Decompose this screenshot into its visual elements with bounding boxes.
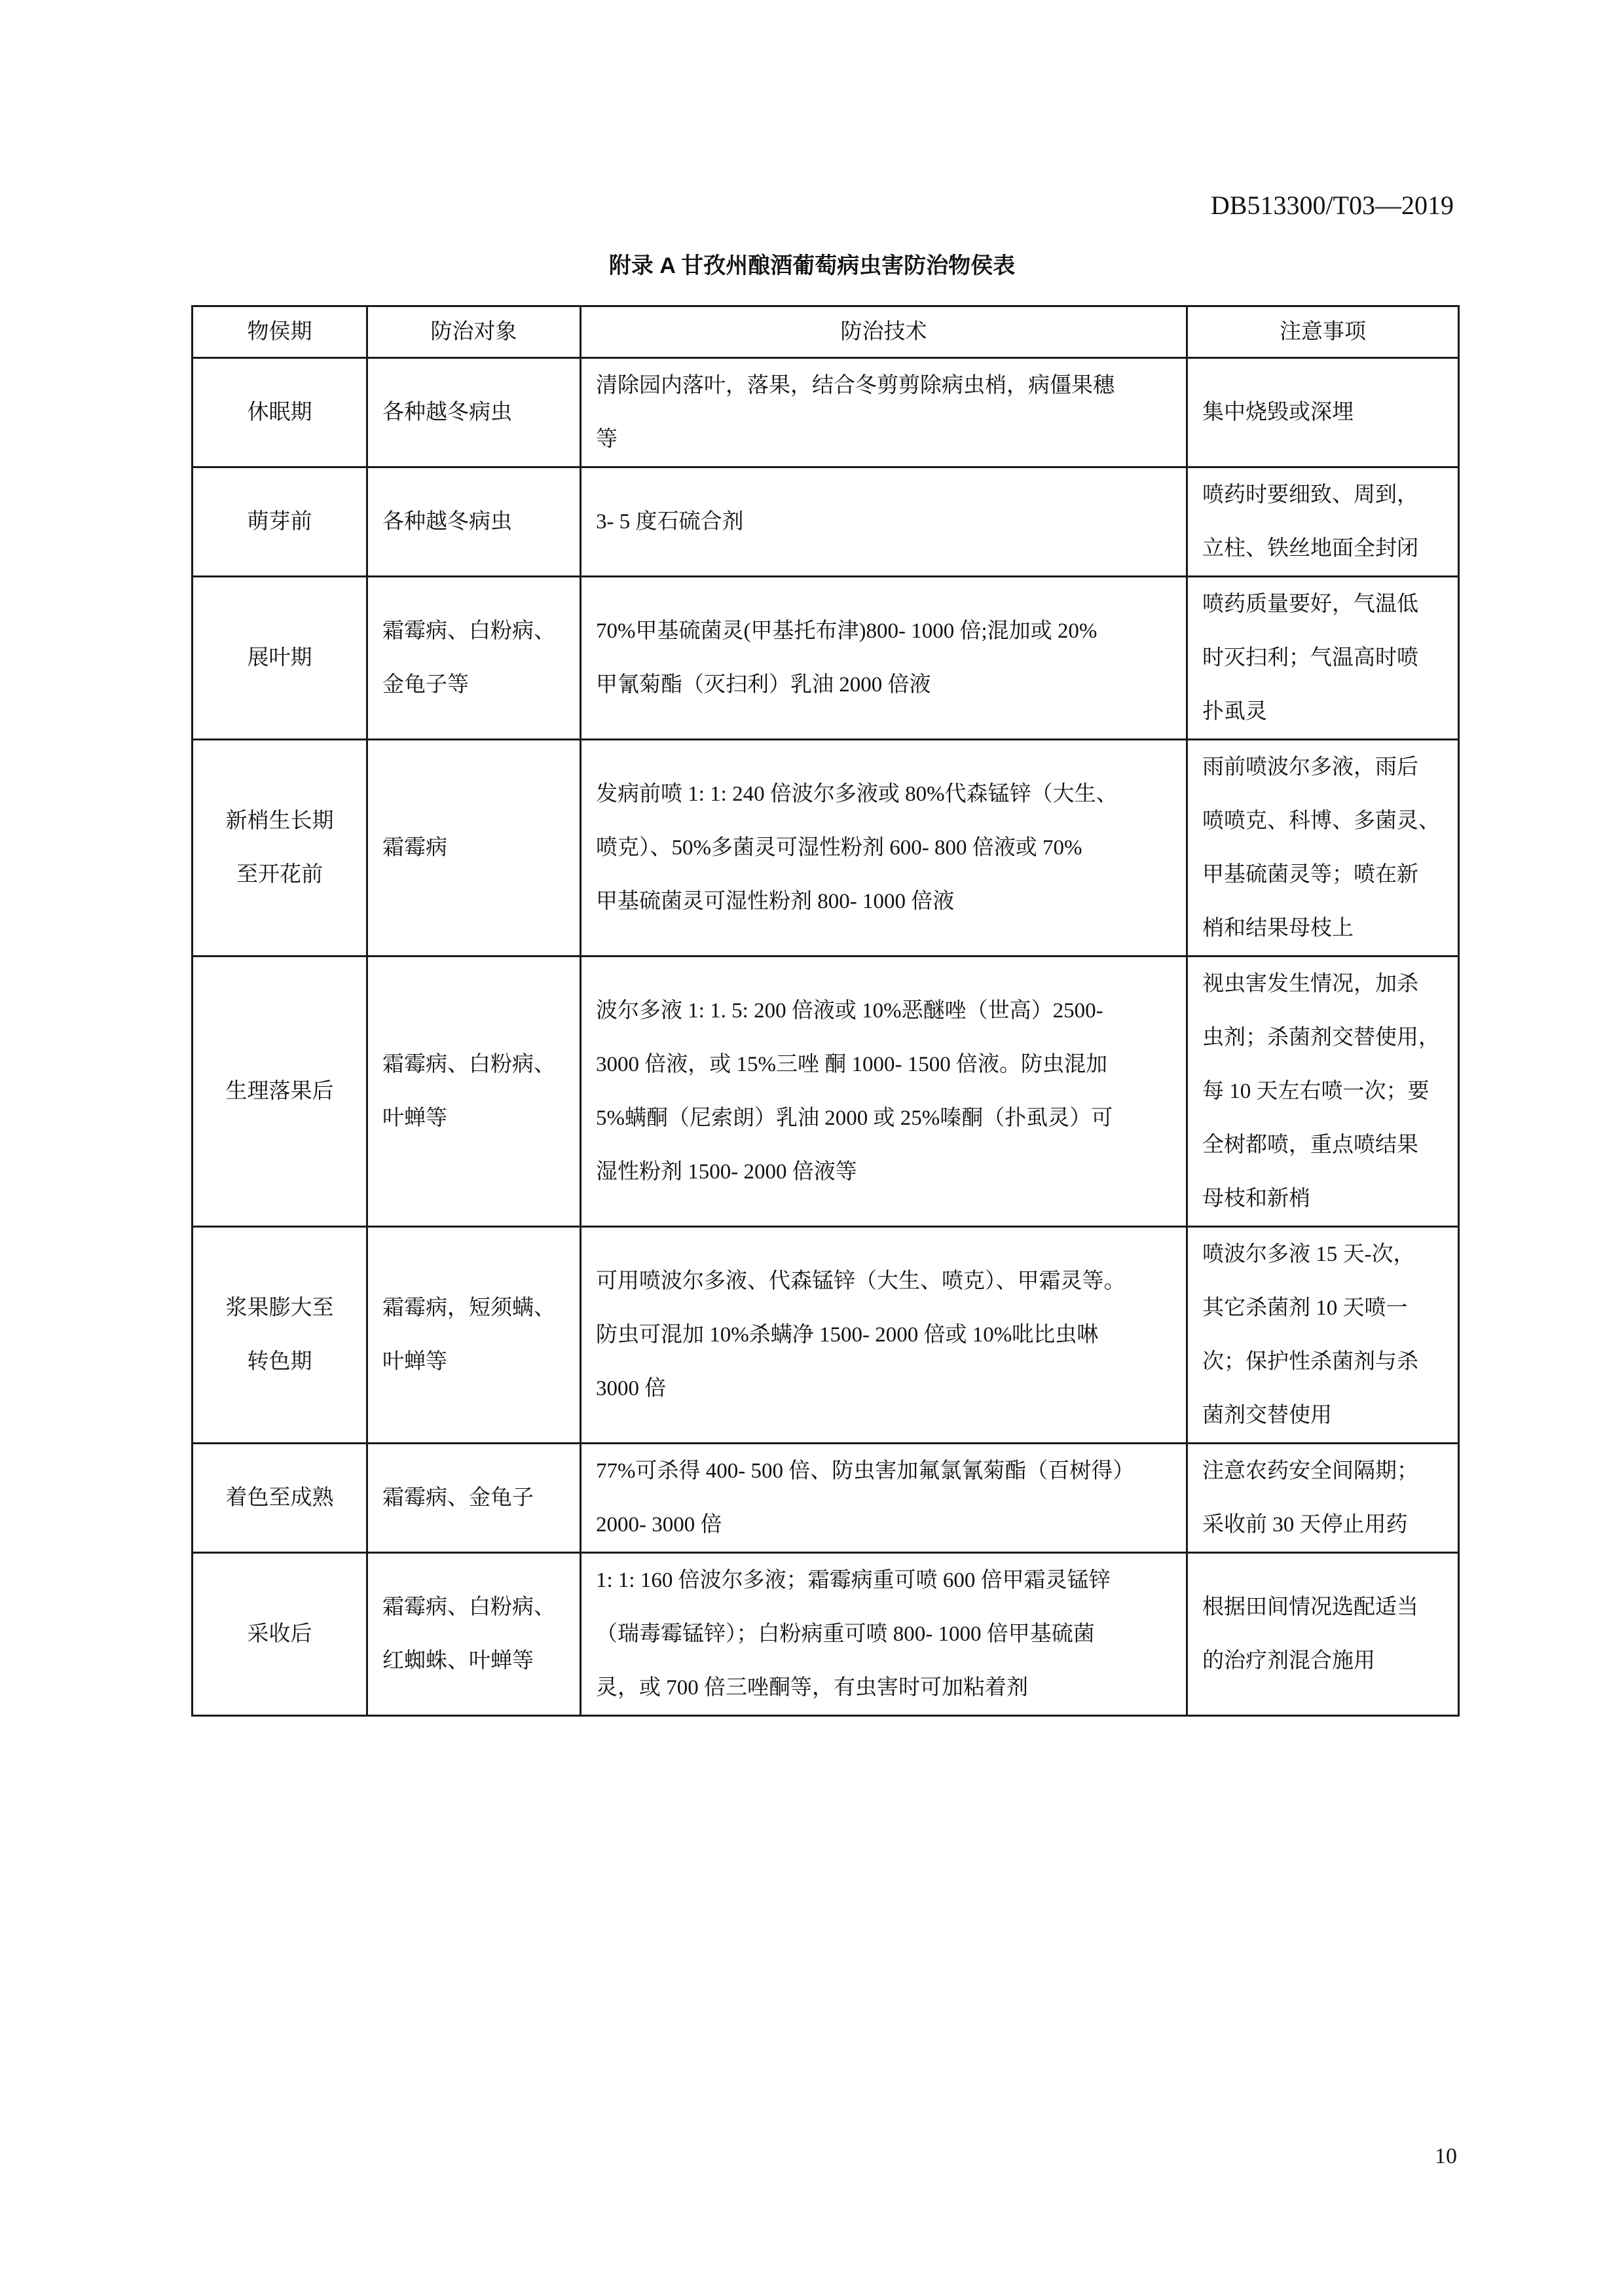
control-technique-cell (581, 957, 1187, 1227)
control-target-cell (367, 1227, 581, 1444)
cell-text-line: 喷药时要细致、周到， (1202, 483, 1418, 507)
phenology-period-cell (193, 577, 367, 740)
cell-text-line: 叶蝉等 (382, 1106, 447, 1130)
cell-text-line: 梢和结果母枝上 (1202, 917, 1354, 940)
phenology-period-cell (193, 467, 367, 577)
cell-text-line: 转色期 (247, 1350, 312, 1374)
cell-text-line: 雨前喷波尔多液，雨后 (1202, 756, 1418, 779)
cell-text-line: 全树都喷，重点喷结果 (1202, 1133, 1418, 1157)
cell-text-line: 叶蝉等 (382, 1350, 447, 1374)
control-technique-cell (581, 467, 1187, 577)
precaution-cell (1187, 1227, 1459, 1444)
precaution-cell (1187, 358, 1459, 467)
cell-text-line: 根据田间情况选配适当 (1202, 1595, 1418, 1619)
table-row (193, 467, 1459, 577)
cell-text-line: 甲基硫菌灵可湿性粉剂 800- 1000 倍液 (596, 890, 955, 913)
cell-text-line: 其它杀菌剂 10 天喷一 (1202, 1296, 1408, 1320)
cell-text-line: 霜霉病 (382, 836, 447, 860)
cell-text-line: 喷喷克、科博、多菌灵、 (1202, 809, 1440, 833)
cell-text-line: 喷克）、50%多菌灵可湿性粉剂 600- 800 倍液或 70% (596, 836, 1082, 860)
precaution-cell (1187, 1553, 1459, 1716)
cell-text-line: 的治疗剂混合施用 (1202, 1649, 1375, 1673)
cell-text-line: 70%甲基硫菌灵(甲基托布津)800- 1000 倍;混加或 20% (596, 619, 1098, 643)
cell-text-line: 3000 倍液，或 15%三唑 酮 1000- 1500 倍液。防虫混加 (596, 1053, 1107, 1076)
cell-text-line: 1: 1: 160 倍波尔多液；霜霉病重可喷 600 倍甲霜灵锰锌 (596, 1569, 1111, 1592)
cell-text-line: 菌剂交替使用 (1202, 1404, 1332, 1427)
precaution-cell (1187, 467, 1459, 577)
cell-text-line: 霜霉病、白粉病、 (382, 1053, 555, 1076)
cell-text-line: 霜霉病、白粉病、 (382, 1595, 555, 1619)
cell-text-line: 萌芽前 (247, 510, 312, 534)
cell-text-line: 立柱、铁丝地面全封闭 (1202, 537, 1418, 560)
precaution-cell (1187, 957, 1459, 1227)
cell-text-line: 扑虱灵 (1202, 700, 1267, 723)
table-row (193, 740, 1459, 957)
cell-text-line: 浆果膨大至 (225, 1296, 334, 1320)
cell-text-line: 霜霉病、白粉病、 (382, 619, 555, 643)
table-row (193, 1227, 1459, 1444)
cell-text-line: 虫剂；杀菌剂交替使用， (1202, 1026, 1440, 1049)
phenology-period-cell (193, 358, 367, 467)
cell-text-line: 甲基硫菌灵等；喷在新 (1202, 863, 1418, 886)
cell-text-line: 77%可杀得 400- 500 倍、防虫害加氟氯氰菊酯（百树得） (596, 1459, 1135, 1483)
cell-text-line: 至开花前 (236, 863, 323, 886)
phenology-period-cell (193, 957, 367, 1227)
phenology-period-cell (193, 1444, 367, 1553)
table-body (193, 358, 1459, 1716)
table-header-row (193, 306, 1459, 358)
cell-text-line: 着色至成熟 (225, 1486, 334, 1510)
cell-text-line: 采收前 30 天停止用药 (1202, 1513, 1408, 1537)
cell-text-line: 休眠期 (247, 401, 312, 424)
cell-text-line: 各种越冬病虫 (382, 401, 512, 424)
control-target-cell (367, 957, 581, 1227)
cell-text-line: 防虫可混加 10%杀螨净 1500- 2000 倍或 10%吡比虫啉 (596, 1323, 1099, 1347)
cell-text-line: 次；保护性杀菌剂与杀 (1202, 1350, 1418, 1374)
cell-text-line: 生理落果后 (225, 1080, 334, 1103)
phenology-period-cell (193, 1553, 367, 1716)
cell-text-line: 霜霉病，短须螨、 (382, 1296, 555, 1320)
cell-text-line: 视虫害发生情况，加杀 (1202, 972, 1418, 996)
cell-text-line: 发病前喷 1: 1: 240 倍波尔多液或 80%代森锰锌（大生、 (596, 782, 1118, 806)
control-target-cell (367, 467, 581, 577)
control-target-cell (367, 577, 581, 740)
cell-text-line: 3000 倍 (596, 1377, 667, 1400)
control-target-cell (367, 358, 581, 467)
cell-text-line: 母枝和新梢 (1202, 1187, 1310, 1211)
phenology-period-cell (193, 740, 367, 957)
precaution-cell (1187, 577, 1459, 740)
cell-text-line: 展叶期 (247, 646, 312, 670)
control-target-cell (367, 740, 581, 957)
cell-text-line: 每 10 天左右喷一次；要 (1202, 1080, 1430, 1103)
control-technique-cell (581, 577, 1187, 740)
table-row (193, 957, 1459, 1227)
cell-text-line: 新梢生长期 (225, 809, 334, 833)
cell-text-line: 各种越冬病虫 (382, 510, 512, 534)
table-row (193, 1553, 1459, 1716)
control-target-cell (367, 1553, 581, 1716)
control-technique-cell (581, 358, 1187, 467)
control-technique-cell (581, 1227, 1187, 1444)
control-technique-cell (581, 1444, 1187, 1553)
cell-text-line: 波尔多液 1: 1. 5: 200 倍液或 10%恶醚唑（世高）2500- (596, 999, 1103, 1023)
column-header-notes: 注意事项 (1187, 306, 1459, 358)
pest-control-table (191, 305, 1460, 1717)
cell-text-line: 红蜘蛛、叶蝉等 (382, 1649, 534, 1673)
column-header-period: 物侯期 (193, 306, 367, 358)
table-row (193, 577, 1459, 740)
cell-text-line: 喷波尔多液 15 天-次， (1202, 1243, 1415, 1266)
control-target-cell (367, 1444, 581, 1553)
page-number: 10 (1435, 2144, 1457, 2168)
cell-text-line: 等 (596, 428, 618, 451)
cell-text-line: 甲氰菊酯（灭扫利）乳油 2000 倍液 (596, 673, 931, 697)
cell-text-line: 霜霉病、金龟子 (382, 1486, 534, 1510)
cell-text-line: 灵，或 700 倍三唑酮等，有虫害时可加粘着剂 (596, 1676, 1028, 1700)
table-row (193, 358, 1459, 467)
precaution-cell (1187, 1444, 1459, 1553)
document-code: DB513300/T03—2019 (1210, 191, 1454, 220)
cell-text-line: 采收后 (247, 1622, 312, 1646)
cell-text-line: （瑞毒霉锰锌）；白粉病重可喷 800- 1000 倍甲基硫菌 (596, 1622, 1095, 1646)
cell-text-line: 2000- 3000 倍 (596, 1513, 722, 1537)
cell-text-line: 注意农药安全间隔期； (1202, 1459, 1418, 1483)
cell-text-line: 时灭扫利；气温高时喷 (1202, 646, 1418, 670)
cell-text-line: 喷药质量要好，气温低 (1202, 592, 1418, 616)
cell-text-line: 湿性粉剂 1500- 2000 倍液等 (596, 1160, 857, 1184)
cell-text-line: 集中烧毁或深埋 (1202, 401, 1354, 424)
column-header-target: 防治对象 (367, 306, 581, 358)
control-technique-cell (581, 1553, 1187, 1716)
cell-text-line: 5%螨酮（尼索朗）乳油 2000 或 25%嗪酮（扑虱灵）可 (596, 1106, 1113, 1130)
cell-text-line: 3- 5 度石硫合剂 (596, 510, 744, 534)
cell-text-line: 清除园内落叶，落果，结合冬剪剪除病虫梢，病僵果穗 (596, 374, 1115, 397)
phenology-period-cell (193, 1227, 367, 1444)
precaution-cell (1187, 740, 1459, 957)
cell-text-line: 金龟子等 (382, 673, 469, 697)
cell-text-line: 可用喷波尔多液、代森锰锌（大生、喷克）、甲霜灵等。 (596, 1269, 1126, 1293)
table-row (193, 1444, 1459, 1553)
column-header-technique: 防治技术 (581, 306, 1187, 358)
control-technique-cell (581, 740, 1187, 957)
appendix-title: 附录 A 甘孜州酿酒葡萄病虫害防治物侯表 (608, 253, 1016, 278)
